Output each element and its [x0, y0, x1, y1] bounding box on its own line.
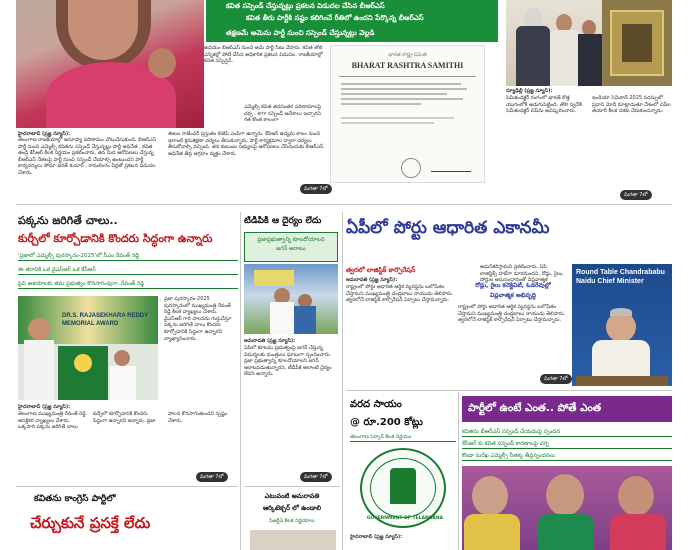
- award-banner-text: DR.S. RAJASEKHARA REDDY MEMORIAL AWARD: [62, 313, 149, 327]
- flood-headline: @ రూ.200 కోట్లు: [350, 417, 423, 428]
- revanth-kicker: పక్కను జరిగితే చాలు..: [18, 214, 118, 227]
- revanth-headline: కుర్చీలో కూర్చోడానికి కొందరు సిద్ధంగా ఉన్నారు: [18, 232, 213, 245]
- congress-headline: చేర్చుకునే ప్రసక్తే లేదు: [30, 514, 151, 532]
- tdp-dateline: అమరావతి (ప్రజ్ఞ న్యూస్):: [244, 338, 296, 344]
- tdp-headline: టీడీపీకి ఆ దైర్యం లేదు: [244, 216, 322, 226]
- kavitha-mla-note: ఎమ్మెల్సీ కవిత తదనంతర పరిణామాలపై చర్చ . కాగా సస్పెండ్ ఆదేశాలు ఇచ్చారని గత కొంత కాలంగా: [244, 104, 322, 124]
- emblem-text: GOVERNMENT OF TELANGANA: [366, 516, 444, 521]
- party-headline: పార్టీలో ఉంటే ఎంత.. పోతే ఎంత: [468, 402, 602, 414]
- revanth-more-button[interactable]: మిగతా 7లో: [196, 472, 228, 482]
- kavitha-dateline: హైదరాబాద్ (ప్రజ్ఞ న్యూస్):: [18, 131, 71, 137]
- flood-dateline: హైదరాబాద్ (ప్రజ్ఞ న్యూస్):: [350, 534, 403, 540]
- jagan-photo: [244, 264, 338, 334]
- tdp-body: ఏపీలో కూటమి ప్రభుత్వంపై జగన్ చేస్తున్న విమర్శలకు మంత్రులు ఘాటుగా స్పందించారు. ప్రజా ప్రభుత్వాన్ని కూలదోయాలని జగన్ ఆరాటపడుతున్నారని, టీడీపీకి అలాంటి దైర్యం లేదని అన్నారు.: [244, 345, 332, 378]
- party-bullet-3: కొండా సురేఖ ఎమ్మెల్సీ సీతక్క తీవ్రస్పందనలు: [462, 452, 672, 461]
- ap-port-dateline: అమరావతి (ప్రజ్ఞ న్యూస్):: [346, 277, 398, 283]
- kavitha-small-text: ఉదయం బీఆర్ఎస్ నుంచి ఆమె పార్టీ సీటు వేసారు. కవిత తొలి ఎన్నికల్లో పోటీ చేసిన అధికారిక ప్రకటన విడుదల. రాజకీయాల్లో కవిత సస్పెన్షన్.: [204, 45, 323, 65]
- ap-port-highlight-1: రోడ్లు, రైలు కనెక్టివిటీ, ఓడరేవుల్లో: [475, 282, 551, 289]
- divider-h-mid: [346, 390, 672, 391]
- kavitha-body-col1: తెలంగాణ రాజకీయాల్లో అనూహ్య పరిణామం చోటుచేసుకుంది. బీఆర్ఎస్ పార్టీ నుంచి ఎమ్మెల్సీ కవితను సస్పెండ్ చేస్తున్నట్లు పార్టీ అధినేత , కవిత తండ్రి కేసీఆర్ కీలక నిర్ణయం ప్రకటించారు. తన మీద ఆరోపణలు చేస్తున్న బీఆర్ఎస్ నేతలపై పార్టీ నుంచి సస్పెండ్ చేయాల్సి ఉంటుందని పార్టీ కార్యదర్శులు సోమా భరత్ కుమార్ , రామలింగం పేర్లతో ప్రకటన విడుదల చేశారు.: [18, 137, 157, 176]
- kavitha-photo: [16, 0, 204, 128]
- ap-port-more-button[interactable]: మిగతా 7లో: [540, 374, 572, 384]
- letter-title: BHARAT RASHTRA SAMITHI: [351, 61, 464, 70]
- ap-port-col3: రాష్ట్రంలో పోర్టు ఆధారిత ఆర్థిక వ్యవస్థను బలోపేతం చేస్తామని ముఖ్యమంత్రి చంద్రబాబు నాయుడు తెలిపారు. త్వరలోనే లాజిస్టిక్ కార్పొరేషన్ ఏర్పాటు చేస్తామన్నారు.: [458, 304, 566, 324]
- revanth-body: తెలంగాణ ముఖ్యమంత్రి రేవంత్ రెడ్డి ఆసక్తికర వ్యాఖ్యలు చేశారు. ఒక్కసారి పక్కను జరిగితే చాలు కుర్చీలో కూర్చోడానికి కొందరు సిద్ధంగా ఉన్నారని అన్నారు. ప్రజా పాలన కొనసాగుతుందని స్పష్టం చేశారు.: [18, 411, 228, 431]
- revanth-dateline: హైదరాబాద్ (ప్రజ్ఞ న్యూస్):: [18, 404, 71, 410]
- ministers-photo: [462, 466, 672, 550]
- kavitha-highlight-2: కవిత తీరు పార్టీకి నష్టం కలిగించే రీతిలో ఉందని పేర్కొన్న బీఆర్ఎస్: [206, 12, 498, 26]
- congress-kicker: కవితను కాంగ్రెస్ పార్టీలో: [34, 494, 116, 504]
- revanth-side-text: ప్రజా పురస్కారం-2025 పురస్కారంలో ముఖ్యమంత్రి రేవంత్ రెడ్డి కీలక వ్యాఖ్యలు చేశారు. వైఎస్ఆర్ గారి పాలనను గుర్తుచేస్తూ పక్కను జరిగితే చాలు కొందరు కూర్చోడానికి సిద్ధంగా ఉన్నారని వ్యాఖ్యానించారు.: [164, 296, 232, 342]
- tdp-highlight-1: ప్రజాప్రభుత్వాన్ని కూలదోయాలని: [257, 237, 325, 243]
- revanth-bullet-1: 'ప్రజాలో ఎమ్మెల్సీ పురస్కారం-2025'లో సీఎం రేవంత్ రెడ్డి: [18, 252, 238, 261]
- section-divider-top: [16, 204, 672, 205]
- tdp-highlight-box: [244, 232, 338, 262]
- kavitha-highlight-3: తక్షణమే అమెను పార్టీ నుంచి సస్పెండ్ చేస్తున్నట్లు వెల్లడి: [206, 26, 498, 42]
- revanth-photo: [18, 296, 158, 400]
- party-bullet-2: కేసీఆర్ కు కవిత సస్పెండ్ కారణాలపై చర్చ: [462, 440, 672, 449]
- telangana-emblem: [360, 448, 446, 528]
- modi-body: సెమీకండక్టర్ రంగంలో భారత్ కొత్త యుగంలోకి అడుగుపెట్టింది. తొలి స్వదేశీ సెమీకండక్టర్ చిప్‌ను ఆవిష్కరించారు. ఇండియా సెమీకాన్ 2025 సదస్సులో ప్రధాని మోదీ మాట్లాడుతూ దేశంలో చిప్‌ల తయారీ కీలక దశకు చేరుకుందన్నారు.: [506, 95, 671, 115]
- kavitha-highlight-1: కవిత సస్పెండ్ చేస్తున్నట్లు ప్రకటన విడుదల చేసిన బీఆర్ఎస్: [206, 0, 498, 14]
- flood-kicker: వరద సాయం: [350, 399, 402, 410]
- amaravati-headline-1: ఎటువంటి అమరావతి: [264, 492, 320, 500]
- amaravati-headline-2: ఆర్కిటెక్చర్ లో ఉండాలి: [262, 504, 322, 512]
- revanth-bullet-2: ఈ తరానికి ఒక వైఎస్ఆర్ ఒక కేసీఆర్: [18, 266, 238, 275]
- revanth-bullet-3: పైవి ఆశయాలకు తమ ప్రభుత్వం కొనసాగింపుగా..రేవంత్ రెడ్డి: [18, 280, 238, 289]
- amaravati-photo: [250, 530, 336, 550]
- tdp-more-button[interactable]: మిగతా 7లో: [300, 472, 332, 482]
- divider-v2: [342, 212, 343, 550]
- tdp-highlight-2: జగన్ ఆరాటం: [276, 246, 306, 252]
- chandrababu-photo: [572, 264, 672, 386]
- party-bullet-1: కవితను బీఆర్ఎస్ సస్పెండ్ చేయడంపై స్పందన: [462, 428, 672, 437]
- modi-more-button[interactable]: మిగతా 7లో: [620, 190, 652, 200]
- ap-port-highlight-2: విప్లవాత్మక అభివృద్ధి: [489, 292, 537, 299]
- modi-dateline: న్యూఢిల్లీ (ప్రజ్ఞ న్యూస్):: [506, 88, 553, 94]
- photo-backdrop-text: Round Table Chandrababu Naidu Chief Minister: [576, 269, 665, 285]
- brs-letter: [330, 45, 485, 183]
- kavitha-more-button[interactable]: మిగతా 7లో: [300, 184, 332, 194]
- modi-photo: [506, 0, 602, 86]
- divider-h-amaravati: [244, 486, 340, 487]
- kavitha-body-col2: ఈటల రాజేందర్ ప్రస్తుతం బిజెపి ఎంపీగా ఉన్నారు. కేసీఆర్ ఉద్యమ కాలం నుంచి ఇలాంటి క్రమశిక్షణా చర్యలు తీసుకున్నారు. పార్టీ కార్యక్రమాల ద్వారా చర్యలు తీసుకోవాల్సి వచ్చింది. తన కుటుంబ సభ్యులపై ఆరోపణలు చేసినందుకు బీఆర్ఎస్ అధినేత తీవ్ర ఆగ్రహం వ్యక్తం చేశారు.: [168, 131, 324, 157]
- ap-port-subhead: త్వరలో లాజిస్టిక్ కార్పొరేషన్: [346, 266, 416, 274]
- letter-subtitle: భారత రాష్ట్ర సమితి: [388, 52, 427, 58]
- divider-v1: [240, 212, 241, 550]
- amaravati-highlight: సీఆర్డీఏ కీలక నిర్ణయాలు: [269, 518, 315, 524]
- party-headline-bar: [462, 396, 672, 422]
- flood-highlight: తెలంగాణ సర్కార్ కీలక నిర్ణయం: [350, 434, 456, 442]
- divider-v3: [458, 392, 459, 550]
- divider-h-bottom: [16, 486, 238, 487]
- ap-port-col2: ఆధునీకరిస్తామని ప్రకటించారు. ఏపీ లాజిస్టిక్స్ హబ్‌గా మారనుందని, రోడ్లు, రైలు, పోర్టుల అనుసంధానంతో విప్లవాత్మక: [480, 264, 564, 284]
- chip-photo: [602, 0, 672, 86]
- ap-port-col1: రాష్ట్రంలో పోర్టు ఆధారిత ఆర్థిక వ్యవస్థను బలోపేతం చేస్తామని ముఖ్యమంత్రి చంద్రబాబు నాయుడు తెలిపారు. త్వరలోనే లాజిస్టిక్ కార్పొరేషన్ ఏర్పాటు చేస్తామన్నారు.: [346, 284, 454, 304]
- ap-port-headline: ఏపీలో పోర్టు ఆధారిత ఎకానమీ: [346, 218, 550, 238]
